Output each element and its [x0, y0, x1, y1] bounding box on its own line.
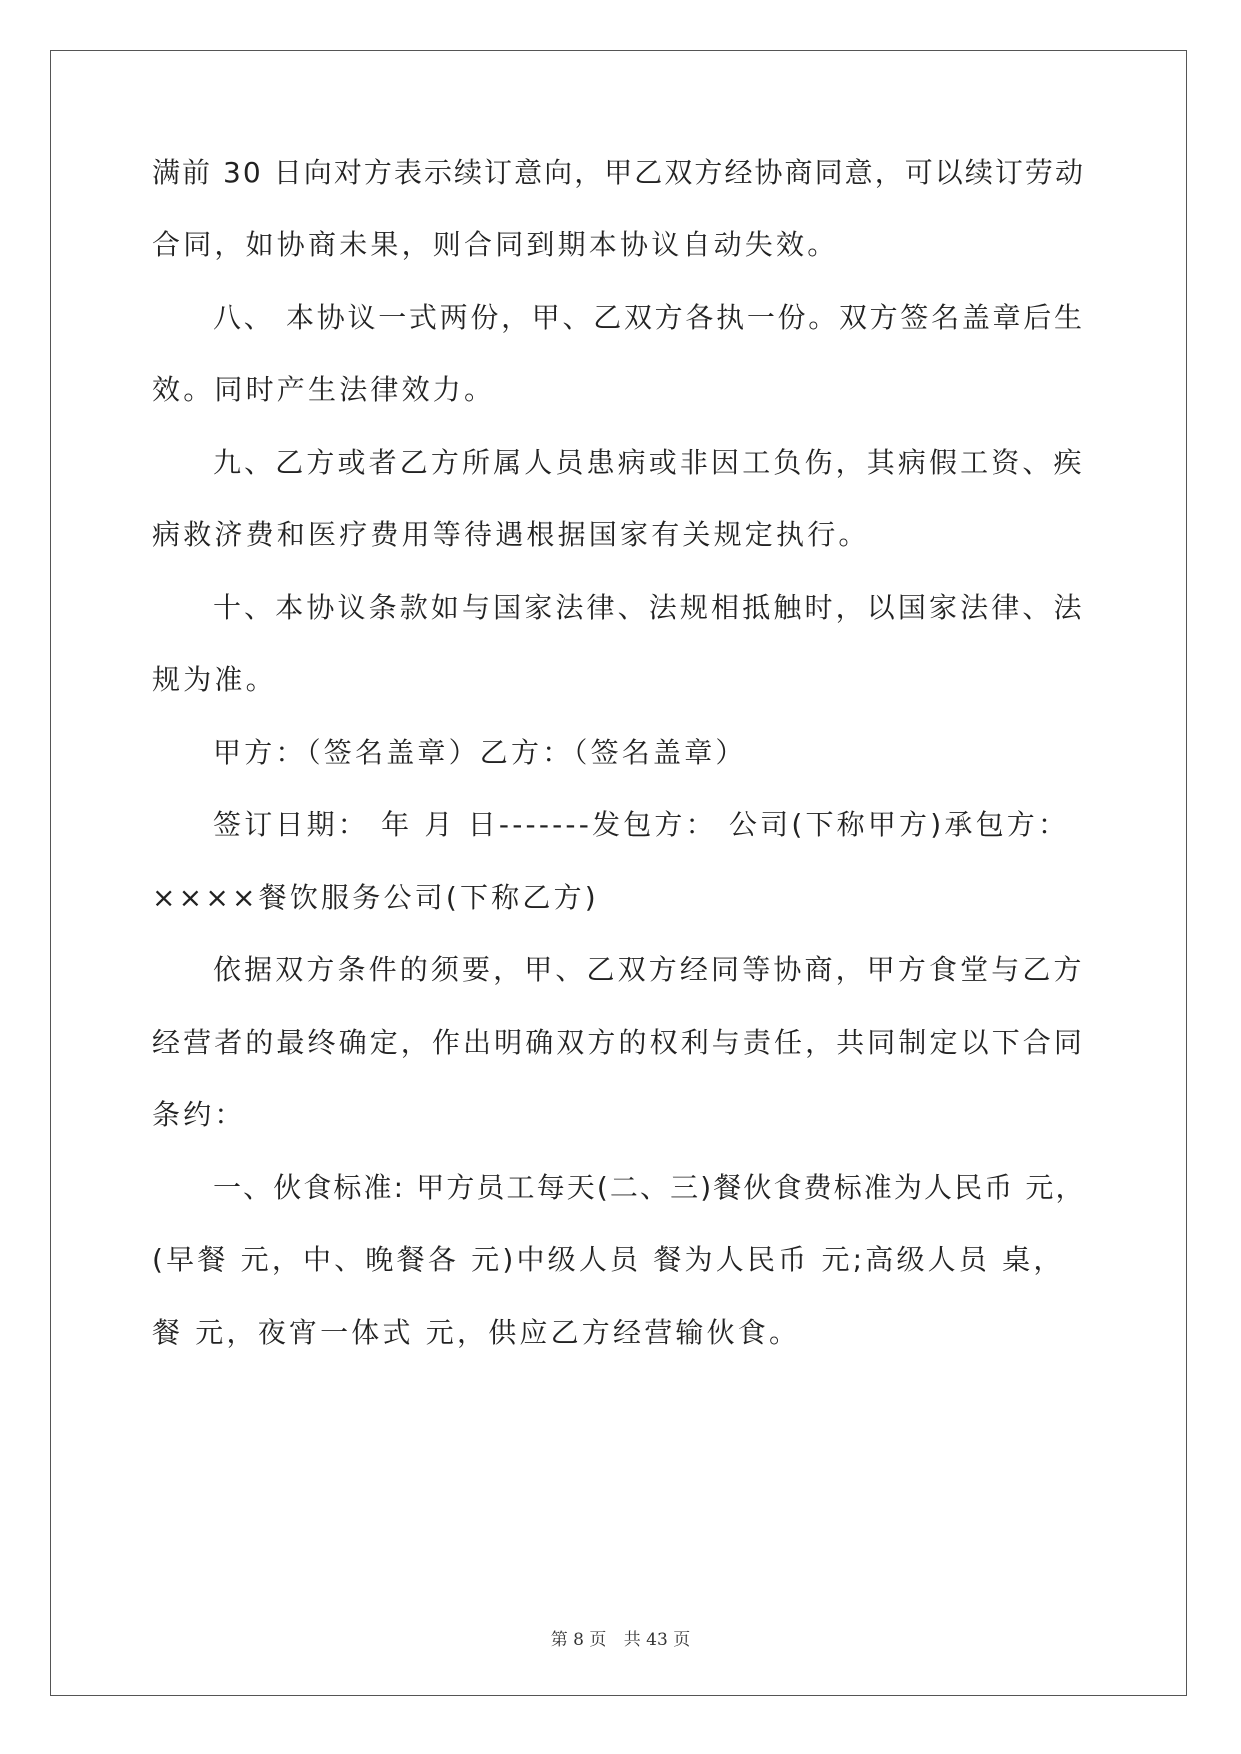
- text-line: 餐 元，夜宵一体式 元，供应乙方经营输伙食。: [152, 1316, 801, 1349]
- text-line: ××××餐饮服务公司(下称乙方): [152, 881, 599, 914]
- text-line: 一、伙食标准: 甲方员工每天(二、三)餐伙食费标准为人民币 元，: [213, 1171, 1086, 1204]
- date-line: 签订日期： 年 月 日-------发包方： 公司(下称甲方)承包方：: [213, 808, 1070, 841]
- text-line: 依据双方条件的须要，甲、乙双方经同等协商，甲方食堂与乙方: [213, 953, 1085, 986]
- page-total: 共 43 页: [623, 1630, 691, 1650]
- text-line: 效。同时产生法律效力。: [152, 373, 496, 406]
- signature-line: 甲方：（签名盖章）乙方：（签名盖章）: [213, 736, 747, 769]
- page-number: 第 8 页: [550, 1630, 607, 1650]
- text-line: 十、本协议条款如与国家法律、法规相抵触时，以国家法律、法: [213, 591, 1085, 624]
- page-border: [50, 50, 1187, 1696]
- text-line: 经营者的最终确定，作出明确双方的权利与责任，共同制定以下合同: [152, 1026, 1086, 1059]
- text-line: 规为准。: [152, 663, 277, 696]
- text-line: 条约：: [152, 1098, 246, 1131]
- text-line: 满前 30 日向对方表示续订意向，甲乙双方经协商同意，可以续订劳动: [152, 156, 1086, 189]
- text-line: 合同，如协商未果，则合同到期本协议自动失效。: [152, 228, 839, 261]
- page-footer: [0, 1625, 1241, 1650]
- text-line: 八、 本协议一式两份，甲、乙双方各执一份。双方签名盖章后生: [213, 301, 1085, 334]
- text-line: 病救济费和医疗费用等待遇根据国家有关规定执行。: [152, 518, 870, 551]
- text-line: (早餐 元，中、晚餐各 元)中级人员 餐为人民币 元;高级人员 桌，: [152, 1243, 1065, 1276]
- text-line: 九、乙方或者乙方所属人员患病或非因工负伤，其病假工资、疾: [213, 446, 1085, 479]
